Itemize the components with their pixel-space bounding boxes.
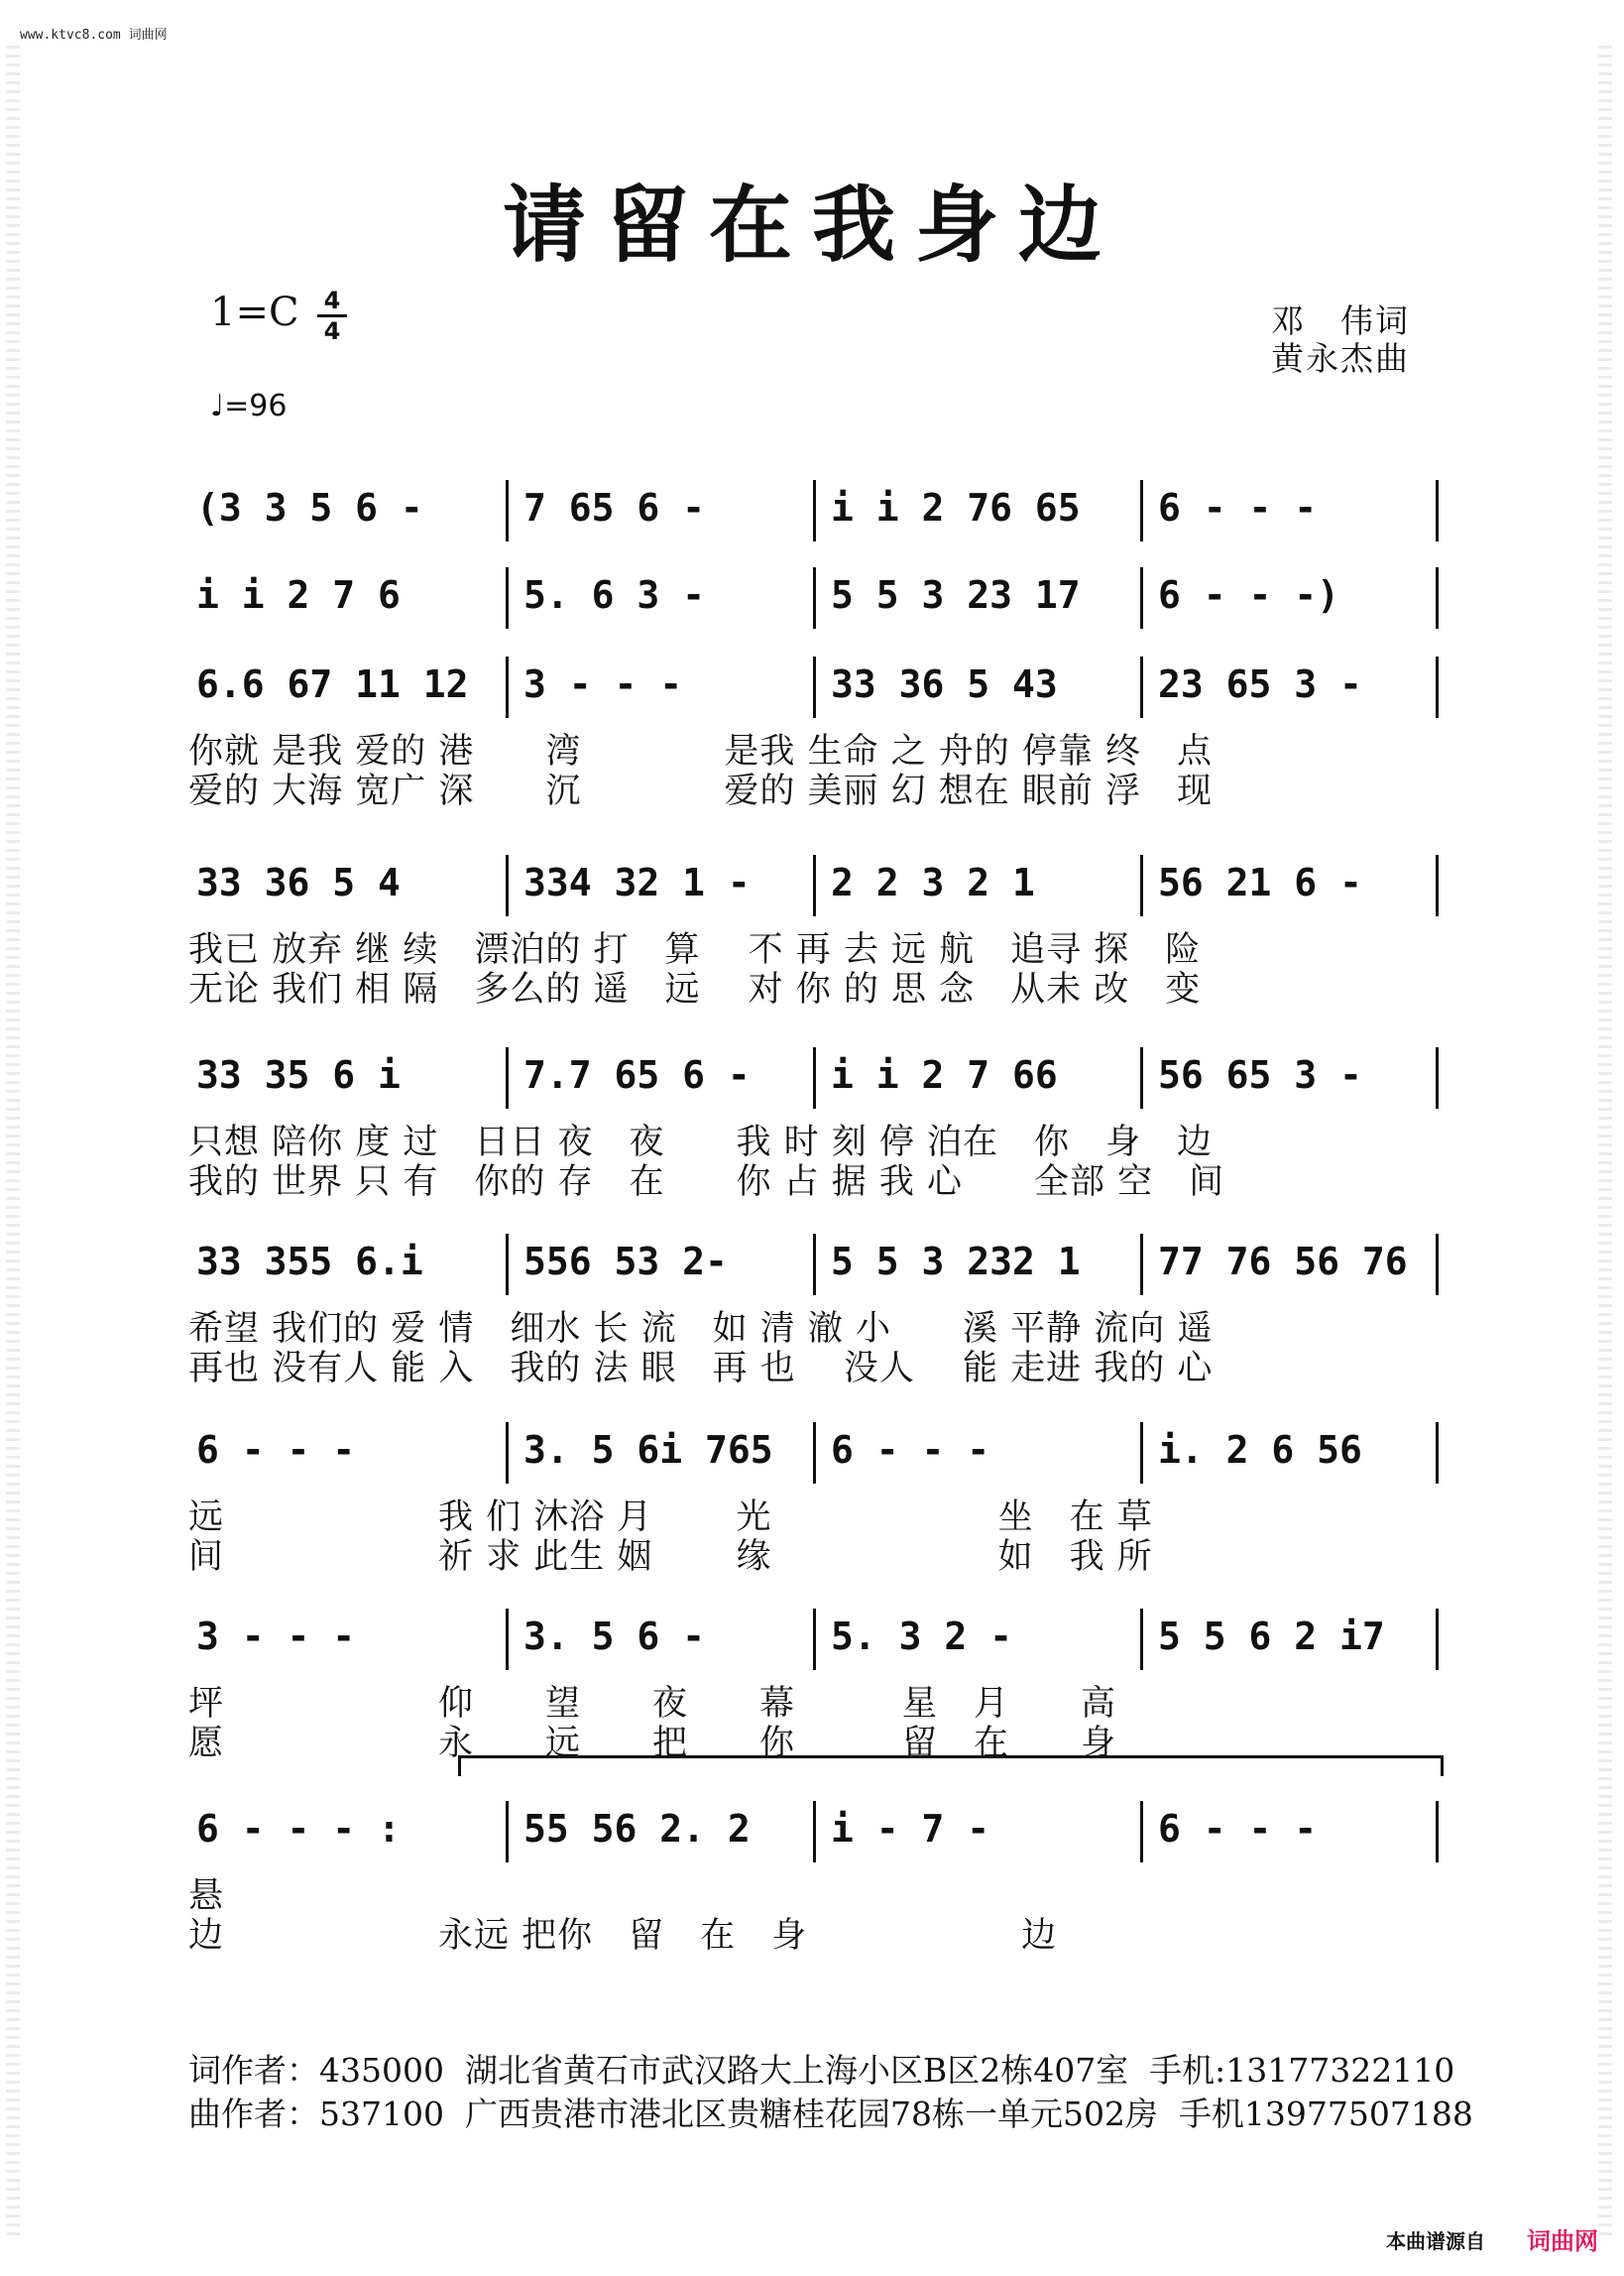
- measure: 33 36 5 4: [196, 861, 401, 904]
- measure: 33 355 6.i: [196, 1240, 423, 1283]
- barline: [506, 1801, 509, 1862]
- lyric-verse-2: 爱的 大海 宽广 深 沉 爱的 美丽 幻 想在 眼前 浮 现: [188, 772, 1214, 811]
- measure: 6 - - - :: [196, 1807, 401, 1851]
- barline: [1436, 567, 1439, 629]
- tempo-marking: ♩=96: [210, 389, 288, 423]
- measure: 7 65 6 -: [523, 486, 706, 530]
- measure: 5 5 3 23 17: [831, 573, 1081, 617]
- measure: 7.7 65 6 -: [523, 1053, 751, 1097]
- measure: i i 2 7 66: [831, 1053, 1058, 1097]
- barline: [506, 1609, 509, 1670]
- notes-line: [188, 1053, 1440, 1123]
- site-logo: 词曲网: [1527, 2227, 1598, 2255]
- barline: [1436, 1047, 1439, 1109]
- barline: [1140, 567, 1143, 629]
- barline: [1436, 657, 1439, 718]
- source-label: 本曲谱源自: [1386, 2229, 1485, 2253]
- barline: [506, 657, 509, 718]
- measure: 6 - - -: [831, 1428, 990, 1472]
- measure: 6.6 67 11 12: [196, 662, 469, 706]
- lyric-verse-1: 你就 是我 爱的 港 湾 是我 生命 之 舟的 停靠 终 点: [188, 732, 1214, 772]
- measure: i i 2 76 65: [831, 486, 1081, 530]
- time-signature: [317, 288, 347, 344]
- barline: [1140, 1609, 1143, 1670]
- lyric-verse-2: 愿 永 远 把 你 留 在 身: [188, 1724, 1117, 1763]
- lyric-verse-2: 无论 我们 相 隔 多么的 遥 远 对 你 的 思 念 从未 改 变: [188, 970, 1202, 1010]
- barline: [813, 1234, 816, 1295]
- notes-line: [188, 573, 1440, 643]
- measure: 56 65 3 -: [1158, 1053, 1362, 1097]
- measure: 3 - - -: [196, 1615, 356, 1658]
- lyric-verse-2: 我的 世界 只 有 你的 存 在 你 占 据 我 心 全部 空 间: [188, 1162, 1225, 1202]
- barline: [506, 1234, 509, 1295]
- measure: 334 32 1 -: [523, 861, 751, 904]
- composer-credit: 黄永杰曲: [1271, 339, 1410, 378]
- barline: [813, 657, 816, 718]
- barline: [1140, 1047, 1143, 1109]
- barline: [1436, 480, 1439, 541]
- lyric-verse-1: 我已 放弃 继 续 漂泊的 打 算 不 再 去 远 航 追寻 探 险: [188, 930, 1202, 970]
- measure: i. 2 6 56: [1158, 1428, 1362, 1472]
- notes-line: [188, 861, 1440, 930]
- lyric-verse-1: 远 我 们 沐浴 月 光 坐 在 草: [188, 1497, 1153, 1537]
- lyric-verse-2: 间 祈 求 此生 姻 缘 如 我 所: [188, 1537, 1153, 1577]
- barline: [506, 480, 509, 541]
- measure: i i 2 7 6: [196, 573, 401, 617]
- measure: 2 2 3 2 1: [831, 861, 1035, 904]
- composer-address: 曲作者：537100 广西贵港市港北区贵糖桂花园78栋一单元502房 手机13977507188: [188, 2095, 1473, 2133]
- song-title: 请留在我身边: [502, 177, 1121, 274]
- measure: 23 65 3 -: [1158, 662, 1362, 706]
- measure: 6 - - -: [196, 1428, 356, 1472]
- lyric-verse-1: 只想 陪你 度 过 日日 夜 夜 我 时 刻 停 泊在 你 身 边: [188, 1123, 1214, 1162]
- barline: [1436, 1234, 1439, 1295]
- barline: [506, 567, 509, 629]
- lyric-verse-1: 坪 仰 望 夜 幕 星 月 高: [188, 1684, 1117, 1724]
- barline: [1140, 1422, 1143, 1484]
- measure: 5 5 6 2 i7: [1158, 1615, 1385, 1658]
- barline: [1140, 480, 1143, 541]
- measure: 33 35 6 i: [196, 1053, 401, 1097]
- lyric-verse-2: 再也 没有人 能 入 我的 法 眼 再 也 没人 能 走进 我的 心: [188, 1349, 1214, 1388]
- barline: [813, 480, 816, 541]
- barline: [813, 1609, 816, 1670]
- measure: 6 - - -): [1158, 573, 1340, 617]
- measure: i - 7 -: [831, 1807, 990, 1851]
- lyric-verse-1: 悬: [188, 1876, 225, 1916]
- watermark: www.ktvc8.com 词曲网: [20, 28, 168, 43]
- notes-line: [188, 1615, 1440, 1684]
- barline: [1140, 855, 1143, 916]
- lyric-verse-2: 边 永远 把你 留 在 身 边: [188, 1916, 1058, 1956]
- time-signature-bottom: 4: [323, 317, 341, 345]
- barline: [813, 1422, 816, 1484]
- barline: [1436, 855, 1439, 916]
- barline: [1140, 1801, 1143, 1862]
- measure: 6 - - -: [1158, 1807, 1318, 1851]
- measure: 3 - - -: [523, 662, 683, 706]
- right-watermark-strip: [1598, 40, 1612, 2241]
- measure: 33 36 5 43: [831, 662, 1058, 706]
- time-signature-top: 4: [323, 287, 341, 314]
- key-signature: 1=C: [210, 290, 299, 335]
- notes-line: [188, 1428, 1440, 1497]
- measure: 5 5 3 232 1: [831, 1240, 1081, 1283]
- barline: [1140, 1234, 1143, 1295]
- notes-line: [188, 486, 1440, 555]
- measure: 5. 6 3 -: [523, 573, 706, 617]
- barline: [813, 1801, 816, 1862]
- repeat-ending-bracket: [458, 1755, 1444, 1776]
- barline: [813, 855, 816, 916]
- barline: [813, 1047, 816, 1109]
- barline: [1140, 657, 1143, 718]
- lyricist-credit: 邓 伟词: [1271, 301, 1410, 340]
- measure: 55 56 2. 2: [523, 1807, 751, 1851]
- measure: 3. 5 6 -: [523, 1615, 706, 1658]
- lyric-verse-1: 希望 我们的 爱 情 细水 长 流 如 清 澈 小 溪 平静 流向 遥: [188, 1309, 1214, 1349]
- measure: 3. 5 6i 765: [523, 1428, 773, 1472]
- barline: [506, 855, 509, 916]
- measure: (3 3 5 6 -: [196, 486, 423, 530]
- barline: [1436, 1422, 1439, 1484]
- left-watermark-strip: [6, 40, 20, 2241]
- notes-line: [188, 662, 1440, 732]
- barline: [506, 1422, 509, 1484]
- measure: 56 21 6 -: [1158, 861, 1362, 904]
- barline: [813, 567, 816, 629]
- barline: [1436, 1609, 1439, 1670]
- measure: 5. 3 2 -: [831, 1615, 1013, 1658]
- measure: 77 76 56 76: [1158, 1240, 1408, 1283]
- barline: [506, 1047, 509, 1109]
- notes-line: [188, 1240, 1440, 1309]
- barline: [1436, 1801, 1439, 1862]
- measure: 556 53 2-: [523, 1240, 728, 1283]
- notes-line: [188, 1807, 1440, 1876]
- measure: 6 - - -: [1158, 486, 1318, 530]
- lyricist-address: 词作者：435000 湖北省黄石市武汉路大上海小区B区2栋407室 手机:13177322110: [188, 2051, 1455, 2090]
